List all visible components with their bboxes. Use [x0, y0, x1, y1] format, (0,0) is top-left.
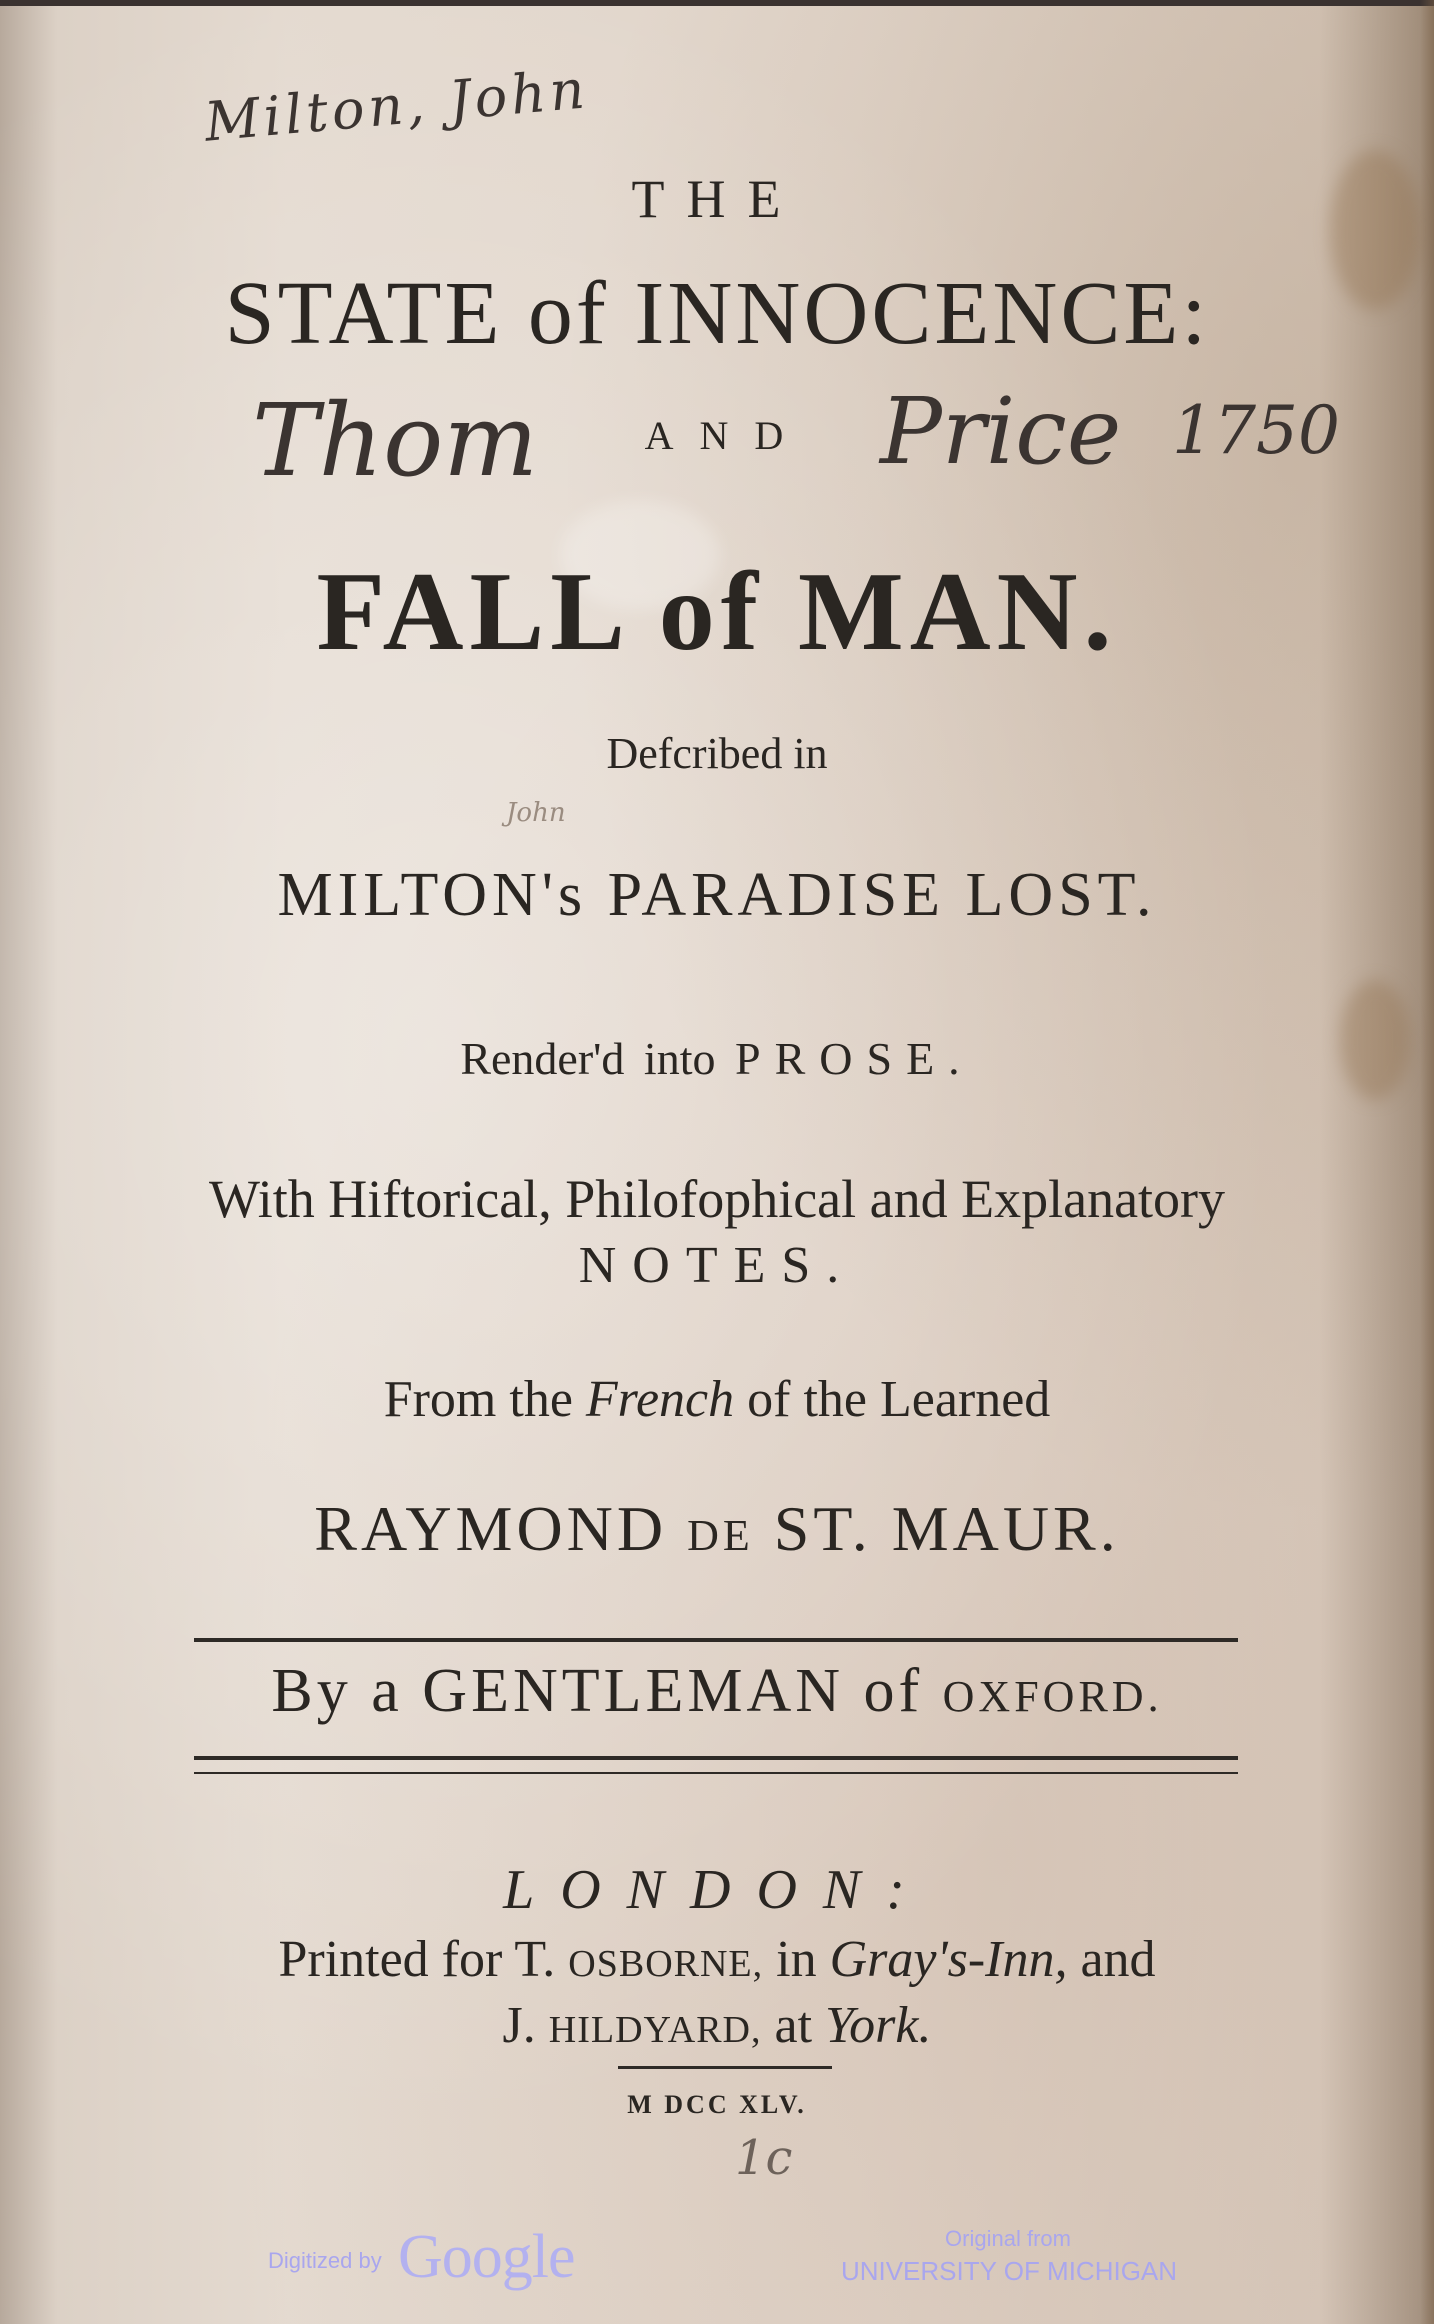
render-prose: PROSE. — [735, 1033, 974, 1084]
top-edge-shadow — [0, 0, 1434, 6]
from-suffix: of the Learned — [747, 1371, 1051, 1428]
from-the-french-line — [0, 1370, 1434, 1429]
from-prefix: From the — [383, 1371, 573, 1428]
title-the: THE — [631, 169, 803, 229]
handwritten-bottom-mark: 1c — [735, 2130, 793, 2186]
by-place: OXFORD. — [942, 1672, 1163, 1721]
year-rule — [618, 2066, 832, 2069]
and-word: and — [1080, 1931, 1156, 1988]
author-st: ST. — [773, 1493, 872, 1564]
author-de: DE — [687, 1511, 754, 1560]
printer-osborne: OSBORNE, — [568, 1943, 764, 1985]
hildyard-prefix: J. — [502, 1997, 536, 2054]
university-of-michigan-text: UNIVERSITY OF MICHIGAN — [840, 2256, 1178, 2286]
printed-for: Printed for T. — [278, 1931, 556, 1988]
notes-line: NOTES. — [578, 1237, 856, 1294]
title-fall-of-man: FALL of MAN. — [316, 550, 1118, 674]
bottom-rule-thin — [194, 1772, 1238, 1774]
by-a-gentleman-line — [0, 1656, 1434, 1727]
in-word: in — [776, 1931, 817, 1988]
google-logo: Google — [398, 2223, 575, 2291]
hildyard-place: York. — [825, 1997, 932, 2054]
with-notes-line: With Hiftorical, Philofophical and Explanatory — [208, 1169, 1226, 1229]
author-line — [0, 1492, 1434, 1566]
miltons-paradise-lost-line: MILTON's PARADISE LOST. — [277, 861, 1157, 929]
bottom-rule-thick — [194, 1756, 1238, 1760]
handwritten-cataloger-note: Milton, John — [201, 57, 591, 154]
handwritten-margin-mark: John — [506, 798, 566, 828]
by-prefix: By a GENTLEMAN of — [271, 1657, 924, 1725]
from-language: French — [585, 1371, 735, 1428]
handwritten-price-note: Price — [880, 378, 1122, 485]
render-prefix: Render'd into — [460, 1033, 716, 1084]
rendered-into-prose-line — [0, 1032, 1434, 1085]
handwritten-year-note: 1750 — [1172, 392, 1340, 469]
printer-hildyard: HILDYARD, — [548, 2009, 762, 2051]
hildyard-line — [0, 1996, 1434, 2055]
described-in-line: Defcribed in — [606, 729, 828, 778]
title-and: AND — [644, 413, 810, 458]
title-state-of-innocence: STATE of INNOCENCE: — [224, 264, 1210, 363]
osborne-place: Gray's-Inn, — [829, 1931, 1068, 1988]
digitized-by-text: Digitized by — [268, 2248, 382, 2273]
london-line: LONDON: — [503, 1859, 931, 1921]
handwritten-owner-name: Thom — [252, 382, 539, 499]
author-last-name: MAUR. — [891, 1493, 1120, 1564]
top-rule — [194, 1638, 1238, 1642]
author-first-name: RAYMOND — [314, 1493, 668, 1564]
original-from-text: Original from — [945, 2226, 1071, 2251]
at-word: at — [774, 1997, 813, 2054]
printed-for-line — [0, 1930, 1434, 1989]
publication-year: M DCC XLV. — [627, 2090, 807, 2119]
